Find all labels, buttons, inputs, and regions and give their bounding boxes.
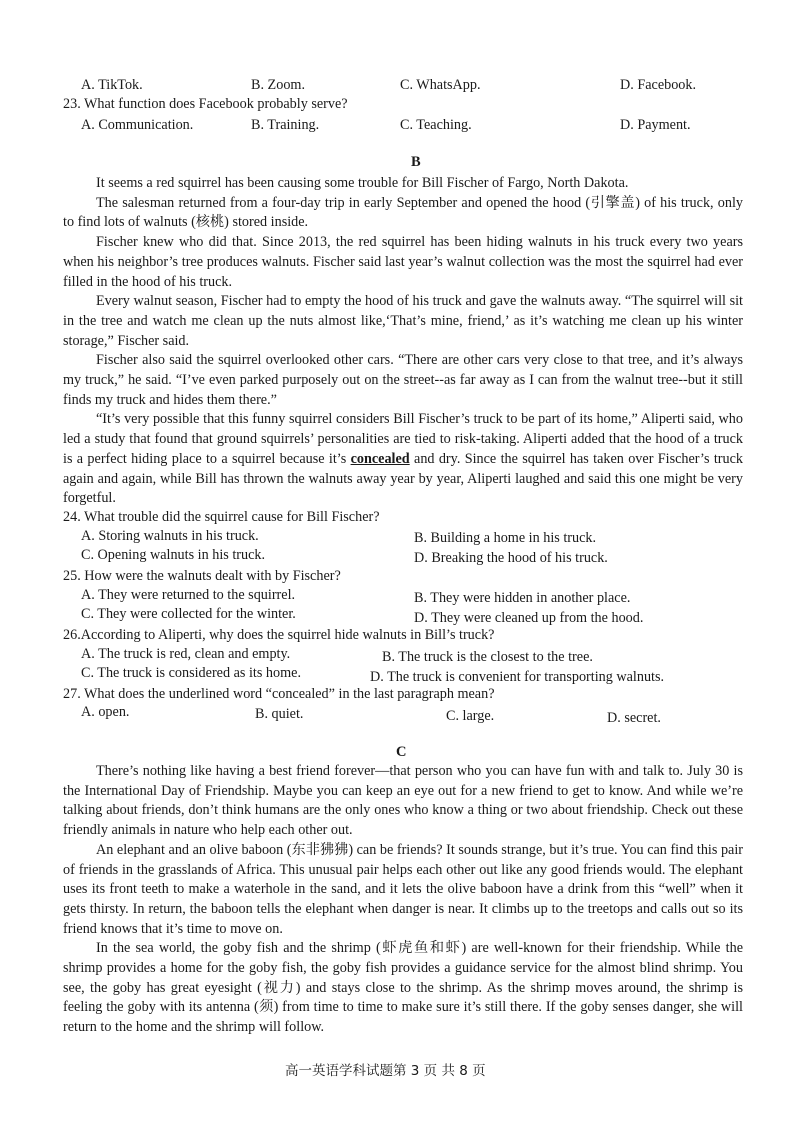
q25-option-b: B. They were hidden in another place. xyxy=(414,590,631,606)
q24-question: 24. What trouble did the squirrel cause for Bill Fischer? xyxy=(63,509,380,525)
passage-b-paragraph-4: Every walnut season, Fischer had to empty the hood of his truck and gave the walnuts away. “The squirrel will sit in the tree and watch me clean up the nuts almost like,‘That’s mine, friend,’ as it’s watching me clean up his winter storage,” Fischer said. xyxy=(63,293,743,349)
q26-option-a: A. The truck is red, clean and empty. xyxy=(81,646,291,662)
q22-option-d: D. Facebook. xyxy=(620,77,697,93)
q27-option-d: D. secret. xyxy=(607,710,661,726)
q24-option-c: C. Opening walnuts in his truck. xyxy=(81,547,266,563)
q22-option-b: B. Zoom. xyxy=(251,77,305,93)
passage-b-paragraph-1: It seems a red squirrel has been causing some trouble for Bill Fischer of Fargo, North Dakota. xyxy=(96,175,629,191)
q27-option-b: B. quiet. xyxy=(255,706,304,722)
q26-option-c: C. The truck is considered as its home. xyxy=(81,665,301,681)
q26-question: 26.According to Aliperti, why does the squirrel hide walnuts in Bill’s truck? xyxy=(63,627,495,643)
passage-b-paragraph-6-part-2: and dry. Since the squirrel has taken over Fischer’s truck again and again, while Bill has thrown the walnuts away year by year, Aliperti laughed and said this one might be very forgetful. xyxy=(63,450,743,507)
q22-option-c: C. WhatsApp. xyxy=(400,77,481,93)
passage-b-paragraph-3: Fischer knew who did that. Since 2013, the red squirrel has been hiding walnuts in his truck every two years when his neighbor’s tree produces walnuts. Fischer said last year’s walnut collection was the most the squirrel had ever filled in the hood of his truck. xyxy=(63,234,743,290)
q27-question: 27. What does the underlined word “concealed” in the last paragraph mean? xyxy=(63,686,495,702)
passage-b-paragraph-5: Fischer also said the squirrel overlooked other cars. “There are other cars very close to that tree, and it’s always my truck,” he said. “I’ve even parked purposely out on the street--as far away as I can from the walnut tree--but it still finds my truck and hides them there.” xyxy=(63,352,743,408)
q24-option-b: B. Building a home in his truck. xyxy=(414,530,597,546)
section-c-heading: C xyxy=(396,744,407,760)
passage-b-paragraph-2: The salesman returned from a four-day trip in early September and opened the hood (引擎盖) of his truck, only to find lots of walnuts (核桃) stored inside. xyxy=(63,194,743,231)
q23-option-d: D. Payment. xyxy=(620,117,691,133)
q27-option-c: C. large. xyxy=(446,708,495,724)
q24-option-d: D. Breaking the hood of his truck. xyxy=(414,550,608,566)
q23-question: 23. What function does Facebook probably serve? xyxy=(63,96,348,112)
q25-option-c: C. They were collected for the winter. xyxy=(81,606,296,622)
passage-b-paragraph-6 xyxy=(63,410,743,509)
passage-c-paragraph-2: An elephant and an olive baboon (东非狒狒) can be friends? It sounds strange, but it’s true. You can find this pair of friends in the grasslands of Africa. This unusual pair helps each other out like any good friends would. The elephant uses its front teeth to make a waterhole in the sand, and it lets the olive baboon have a drink from this “well” when it gets thirsty. In return, the baboon tells the elephant when danger is near. It climbs up to the treetops and calls out so its friend knows that it’s time to move on. xyxy=(63,841,743,937)
page-footer: 高一英语学科试题第 3 页 共 8 页 xyxy=(285,1063,486,1079)
passage-c-paragraph-3: In the sea world, the goby fish and the shrimp (虾虎鱼和虾) are well-known for their friendship. While the shrimp provides a home for the goby fish, the goby fish provides a guidance service for the almost blind shrimp. You see, the goby has great eyesight (视力) and stays close to the shrimp. As the shrimp moves around, the shrimp is feeling the goby with its antenna (须) from time to time to make sure it’s still there. If the goby senses danger, she will return to the home and the shrimp will follow. xyxy=(63,940,743,1036)
q23-option-a: A. Communication. xyxy=(81,117,194,133)
passage-c-paragraph-1: There’s nothing like having a best friend forever—that person who you can have fun with and talk to. July 30 is the International Day of Friendship. Maybe you can keep an eye out for a new friend to get to know. And while we’re talking about friends, don’t think humans are the only ones who know a thing or two about friendship. Check out these friendly animals in nature who help each other out. xyxy=(63,763,743,839)
section-b-heading: B xyxy=(411,154,421,170)
q26-option-b: B. The truck is the closest to the tree. xyxy=(382,649,593,665)
q26-option-d: D. The truck is convenient for transporting walnuts. xyxy=(370,669,665,685)
q25-option-d: D. They were cleaned up from the hood. xyxy=(414,610,644,626)
passage-b xyxy=(63,174,743,509)
q23-option-c: C. Teaching. xyxy=(400,117,472,133)
q25-question: 25. How were the walnuts dealt with by Fischer? xyxy=(63,568,341,584)
underlined-word-concealed: concealed xyxy=(350,450,410,467)
q23-option-b: B. Training. xyxy=(251,117,320,133)
q22-option-a: A. TikTok. xyxy=(81,77,143,93)
passage-b-paragraph-6-part-1: “It’s very possible that this funny squirrel considers Bill Fischer’s truck to be part of its home,” Aliperti said, who led a study that found that ground squirrels’ personalities are tied to risk-taking. Aliperti added that the hood of a truck is a perfect hiding place to a squirrel because it’s xyxy=(63,411,743,467)
q24-option-a: A. Storing walnuts in his truck. xyxy=(81,528,259,544)
q25-option-a: A. They were returned to the squirrel. xyxy=(81,587,296,603)
passage-c xyxy=(63,762,743,1038)
q27-option-a: A. open. xyxy=(81,704,130,720)
